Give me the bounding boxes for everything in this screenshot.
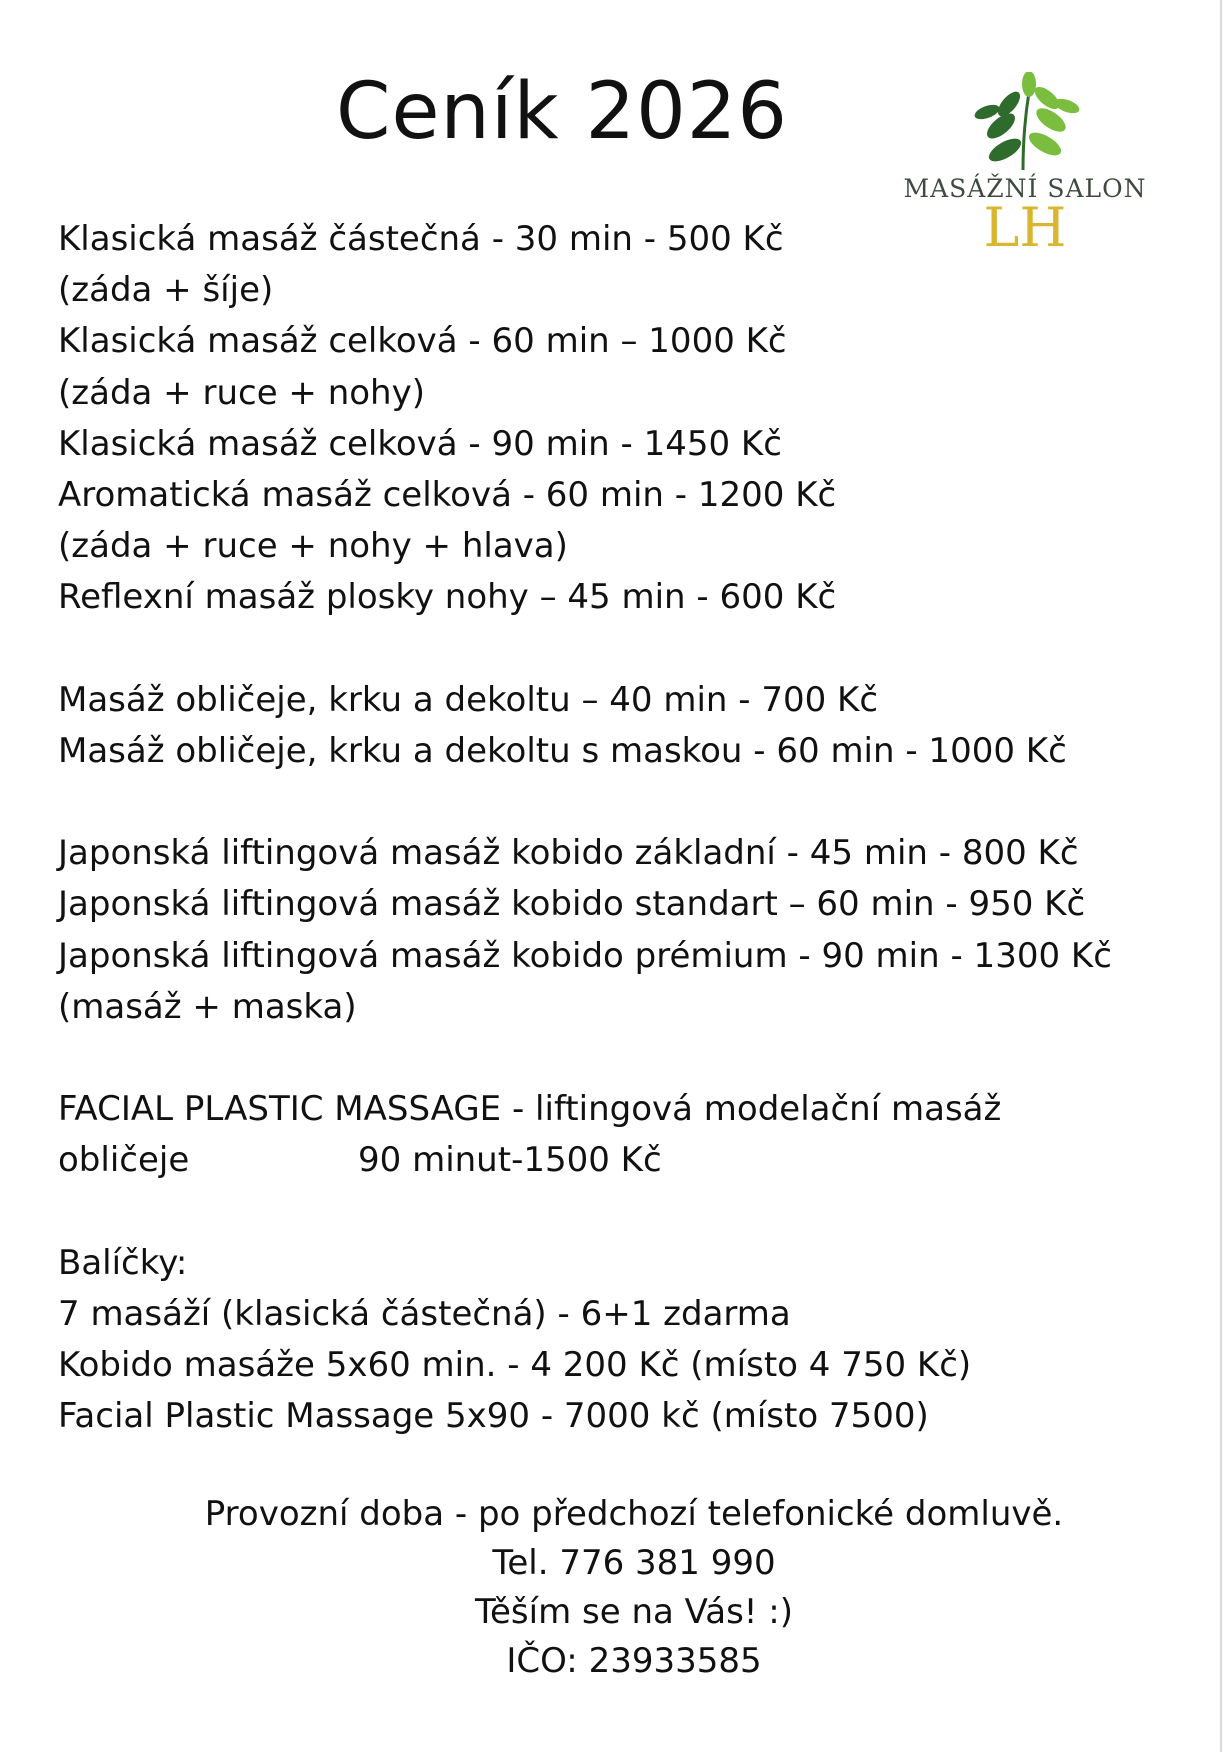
service-note: (záda + ruce + nohy + hlava) — [58, 526, 568, 567]
spacer — [58, 1187, 1168, 1238]
service-line: Japonská liftingová masáž kobido prémium - 90 min - 1300 Kč — [58, 935, 1112, 976]
facial-price: 90 minut-1500 Kč — [358, 1140, 662, 1181]
package-line: 7 masáží (klasická částečná) - 6+1 zdarma — [58, 1293, 791, 1334]
spacer — [58, 624, 1168, 675]
logo-salon-name: MASÁŽNÍ SALON — [903, 174, 1147, 203]
spacer — [58, 1033, 1168, 1084]
service-line: Klasická masáž celková - 60 min – 1000 Kč — [58, 321, 787, 362]
service-note: (záda + šíje) — [58, 270, 274, 311]
service-line: Klasická masáž celková - 90 min - 1450 Kč — [58, 423, 782, 464]
service-line: FACIAL PLASTIC MASSAGE - liftingová modelační masáž — [58, 1089, 1002, 1130]
packages-heading: Balíčky: — [58, 1242, 188, 1283]
service-line: Japonská liftingová masáž kobido základní - 45 min - 800 Kč — [58, 833, 1079, 874]
package-line: Kobido masáže 5x60 min. - 4 200 Kč (místo 4 750 Kč) — [58, 1345, 972, 1386]
olive-branch-icon — [965, 72, 1085, 172]
service-line: Japonská liftingová masáž kobido standart – 60 min - 950 Kč — [58, 884, 1086, 925]
logo-monogram: LH — [983, 196, 1067, 259]
opening-hours: Provozní doba - po předchozí telefonické domluvě. — [204, 1494, 1064, 1534]
service-line: Masáž obličeje, krku a dekoltu – 40 min - 700 Kč — [58, 679, 879, 720]
footer — [0, 1490, 1224, 1686]
service-note: (masáž + maska) — [58, 986, 357, 1027]
spacer — [58, 777, 1168, 828]
facial-word: obličeje — [58, 1140, 190, 1181]
package-line: Facial Plastic Massage 5x90 - 7000 kč (místo 7500) — [58, 1396, 929, 1437]
service-line — [58, 1135, 1168, 1186]
service-line: Aromatická masáž celková - 60 min - 1200 Kč — [58, 474, 837, 515]
page-title: Ceník 2026 — [335, 67, 789, 157]
phone-number: Tel. 776 381 990 — [492, 1543, 776, 1583]
company-id: IČO: 23933585 — [506, 1641, 762, 1681]
service-note: (záda + ruce + nohy) — [58, 372, 425, 413]
service-line: Klasická masáž částečná - 30 min - 500 Kč — [58, 219, 784, 259]
price-list-content — [58, 214, 1168, 1443]
greeting: Těším se na Vás! :) — [475, 1592, 793, 1632]
service-line: Masáž obličeje, krku a dekoltu s maskou - 60 min - 1000 Kč — [58, 730, 1067, 771]
service-line: Reflexní masáž plosky nohy – 45 min - 600 Kč — [58, 577, 837, 618]
